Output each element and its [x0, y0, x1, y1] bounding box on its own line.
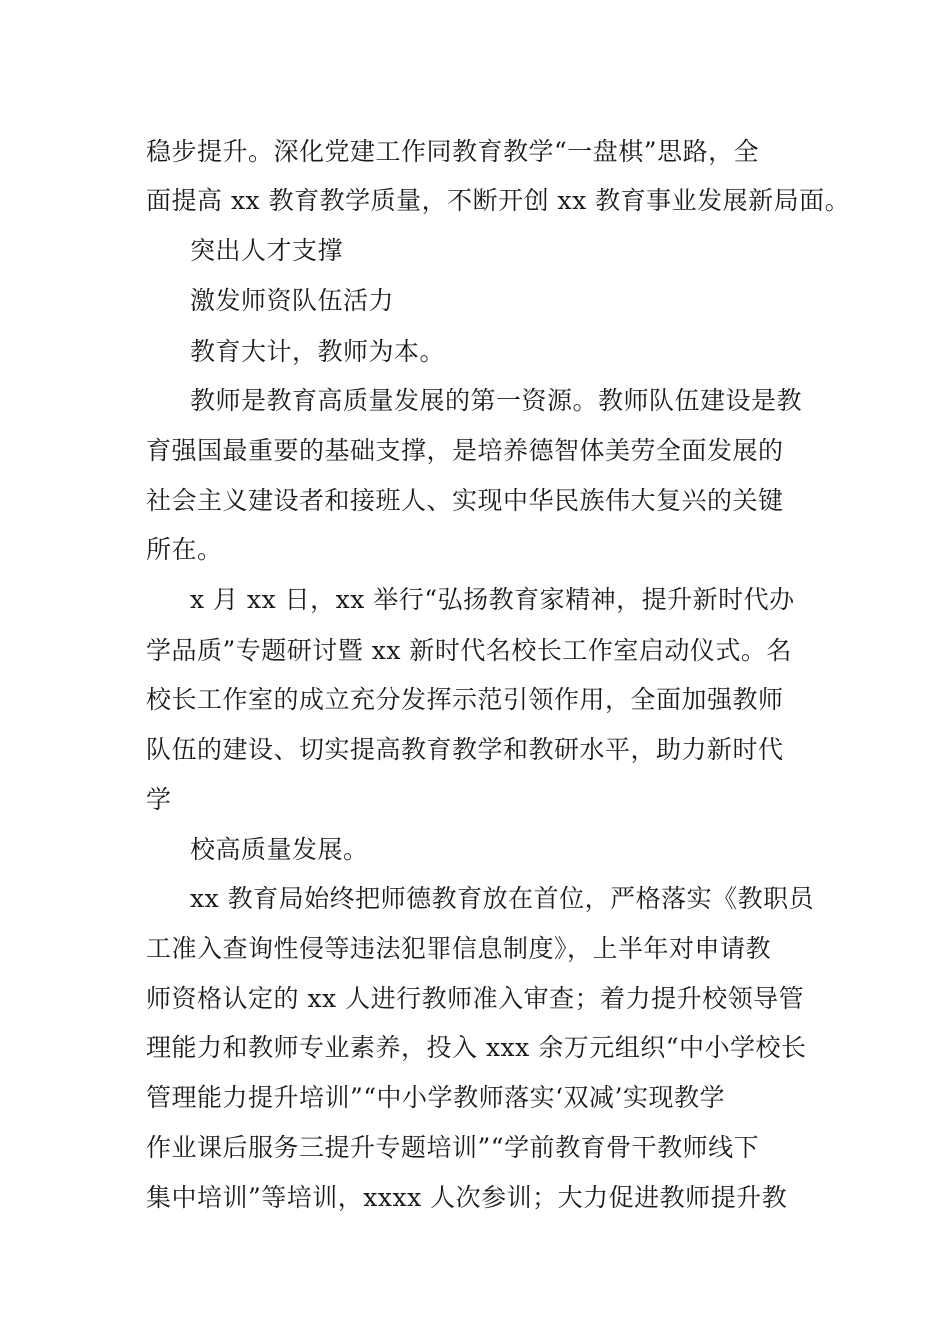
text-line: 师资格认定的 xx 人进行教师准入审查；着力提升校领导管	[146, 984, 805, 1013]
text-line: 社会主义建设者和接班人、实现中华民族伟大复兴的关键	[146, 486, 784, 515]
text-line: 学	[146, 785, 172, 814]
text-line: 稳步提升。深化党建工作同教育教学“一盘棋”思路，全	[146, 137, 760, 166]
text-line: 理能力和教师专业素养，投入 xxx 余万元组织“中小学校长	[146, 1033, 807, 1062]
text-line: 校长工作室的成立充分发挥示范引领作用，全面加强教师	[146, 685, 784, 714]
text-line: 工准入查询性侵等违法犯罪信息制度》，上半年对申请教	[146, 934, 772, 963]
text-line: 育强国最重要的基础支撑，是培养德智体美劳全面发展的	[146, 436, 784, 465]
text-line: 所在。	[146, 535, 223, 564]
text-line: 管理能力提升培训”“中小学教师落实‘双减’实现教学	[146, 1083, 725, 1112]
text-line: x 月 xx 日，xx 举行“弘扬教育家精神，提升新时代办	[190, 585, 795, 614]
text-line: 集中培训”等培训，xxxx 人次参训；大力促进教师提升教	[146, 1183, 788, 1212]
text-line: 作业课后服务三提升专题培训”“学前教育骨干教师线下	[146, 1133, 760, 1162]
text-line: 教师是教育高质量发展的第一资源。教师队伍建设是教	[190, 386, 803, 415]
text-line: 教育大计，教师为本。	[190, 337, 446, 366]
text-line: 学品质”专题研讨暨 xx 新时代名校长工作室启动仪式。名	[146, 636, 792, 665]
text-line: xx 教育局始终把师德教育放在首位，严格落实《教职员	[190, 884, 815, 913]
text-line: 队伍的建设、切实提高教育教学和教研水平，助力新时代	[146, 735, 784, 764]
section-subheading: 激发师资队伍活力	[190, 286, 395, 315]
text-line: 面提高 xx 教育教学质量，不断开创 xx 教育事业发展新局面。	[146, 186, 851, 215]
text-line: 校高质量发展。	[190, 835, 369, 864]
section-heading: 突出人才支撑	[190, 236, 344, 265]
